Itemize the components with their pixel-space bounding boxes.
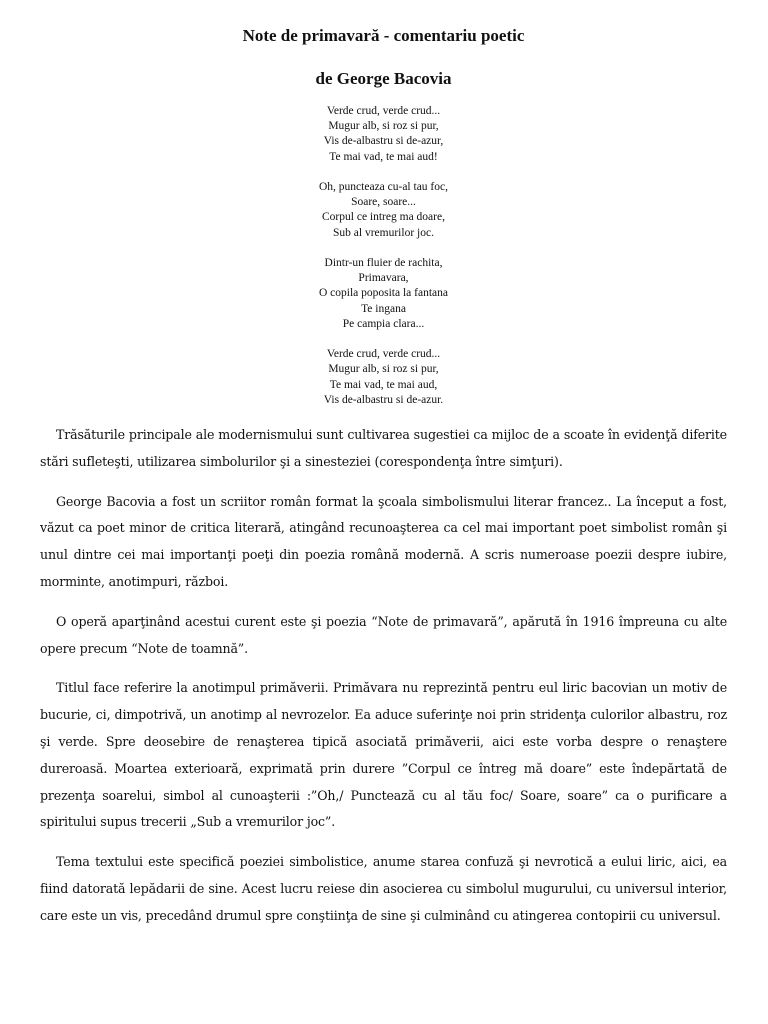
poem-verse: Soare, soare...: [351, 196, 416, 209]
poem-verse: Te ingana: [361, 302, 406, 315]
poem-verse: Mugur alb, si roz si pur,: [328, 120, 439, 133]
poem: [40, 104, 727, 408]
poem-verse: Sub al vremurilor joc.: [333, 226, 434, 239]
paragraph-biography: George Bacovia a fost un scriitor român format la şcoala simbolismului literar francez.. La început a fost, văzut ca poet minor de critica literară, atingând recunoaşterea ca cel mai important poet simbolist român şi unul dintre cei mai importanţi poeţi din poezia română modernă. A scris numeroase poezii despre iubire, morminte, anotimpuri, război.: [40, 493, 727, 589]
commentary: [40, 422, 727, 930]
poem-verse: Te mai vad, te mai aud!: [329, 150, 438, 163]
poem-verse: Corpul ce intreg ma doare,: [322, 211, 445, 224]
poem-verse: Vis de-albastru si de-azur.: [323, 393, 444, 406]
paragraph-theme: Tema textului este specifică poeziei simbolistice, anume starea confuză şi nevrotică a eului liric, aici, ea fiind datorată lepădarii de sine. Acest lucru reiese din asocierea cu simbolul mugurului, cu universul interior, care este un vis, precedând drumul spre conştiinţa de sine şi culminând cu atingerea contopirii cu universul.: [40, 854, 727, 923]
poem-verse: Mugur alb, si roz si pur,: [328, 363, 439, 376]
poem-verse: Dintr-un fluier de rachita,: [324, 257, 443, 269]
poem-verse: Verde crud, verde crud...: [326, 105, 441, 117]
paragraph-publication: O operă aparţinând acestui curent este şi poezia “Note de primavară”, apărută în 1916 împreuna cu alte opere precum “Note de toamnă”.: [40, 613, 727, 656]
paragraph-title-analysis: Titlul face referire la anotimpul primăverii. Primăvara nu reprezintă pentru eul liric bacovian un motiv de bucurie, ci, dimpotrivă, un anotimp al nevrozelor. Ea aduce suferinţe noi prin stridenţa culorilor albastru, roz şi verde. Spre deosebire de renaşterea tipică asociată primăverii, aici este vorba despre o renaştere dureroasă. Moartea exterioară, exprimată prin durere ”Corpul ce întreg mă doare” este îndepărtată de prezenţa soarelui, simbol al cunoaşterii :”Oh,/ Punctează cu al tău foc/ Soare, soare” ca o purificare a spiritului supus trecerii „Sub a vremurilor joc”.: [40, 680, 727, 830]
poem-verse: Vis de-albastru si de-azur,: [323, 135, 444, 148]
document-title: Note de primavară - comentariu poetic: [242, 26, 525, 45]
poem-stanza: [40, 104, 727, 165]
poem-verse: Te mai vad, te mai aud,: [329, 378, 438, 391]
paragraph-modernism: Trăsăturile principale ale modernismului sunt cultivarea sugestiei ca mijloc de a scoate în evidenţă diferite stări sufleteşti, utilizarea simbolurilor şi a sinesteziei (corespondenţa între simţuri).: [40, 427, 727, 469]
document-subtitle: de George Bacovia: [315, 69, 452, 88]
poem-verse: O copila poposita la fantana: [318, 287, 448, 300]
poem-stanza: [40, 347, 727, 408]
poem-verse: Verde crud, verde crud...: [326, 348, 441, 361]
poem-verse: Pe campia clara...: [342, 317, 425, 330]
poem-verse: Oh, puncteaza cu-al tau foc,: [319, 181, 448, 193]
poem-stanza: [40, 180, 727, 241]
poem-stanza: [40, 256, 727, 332]
poem-verse: Primavara,: [358, 272, 409, 285]
